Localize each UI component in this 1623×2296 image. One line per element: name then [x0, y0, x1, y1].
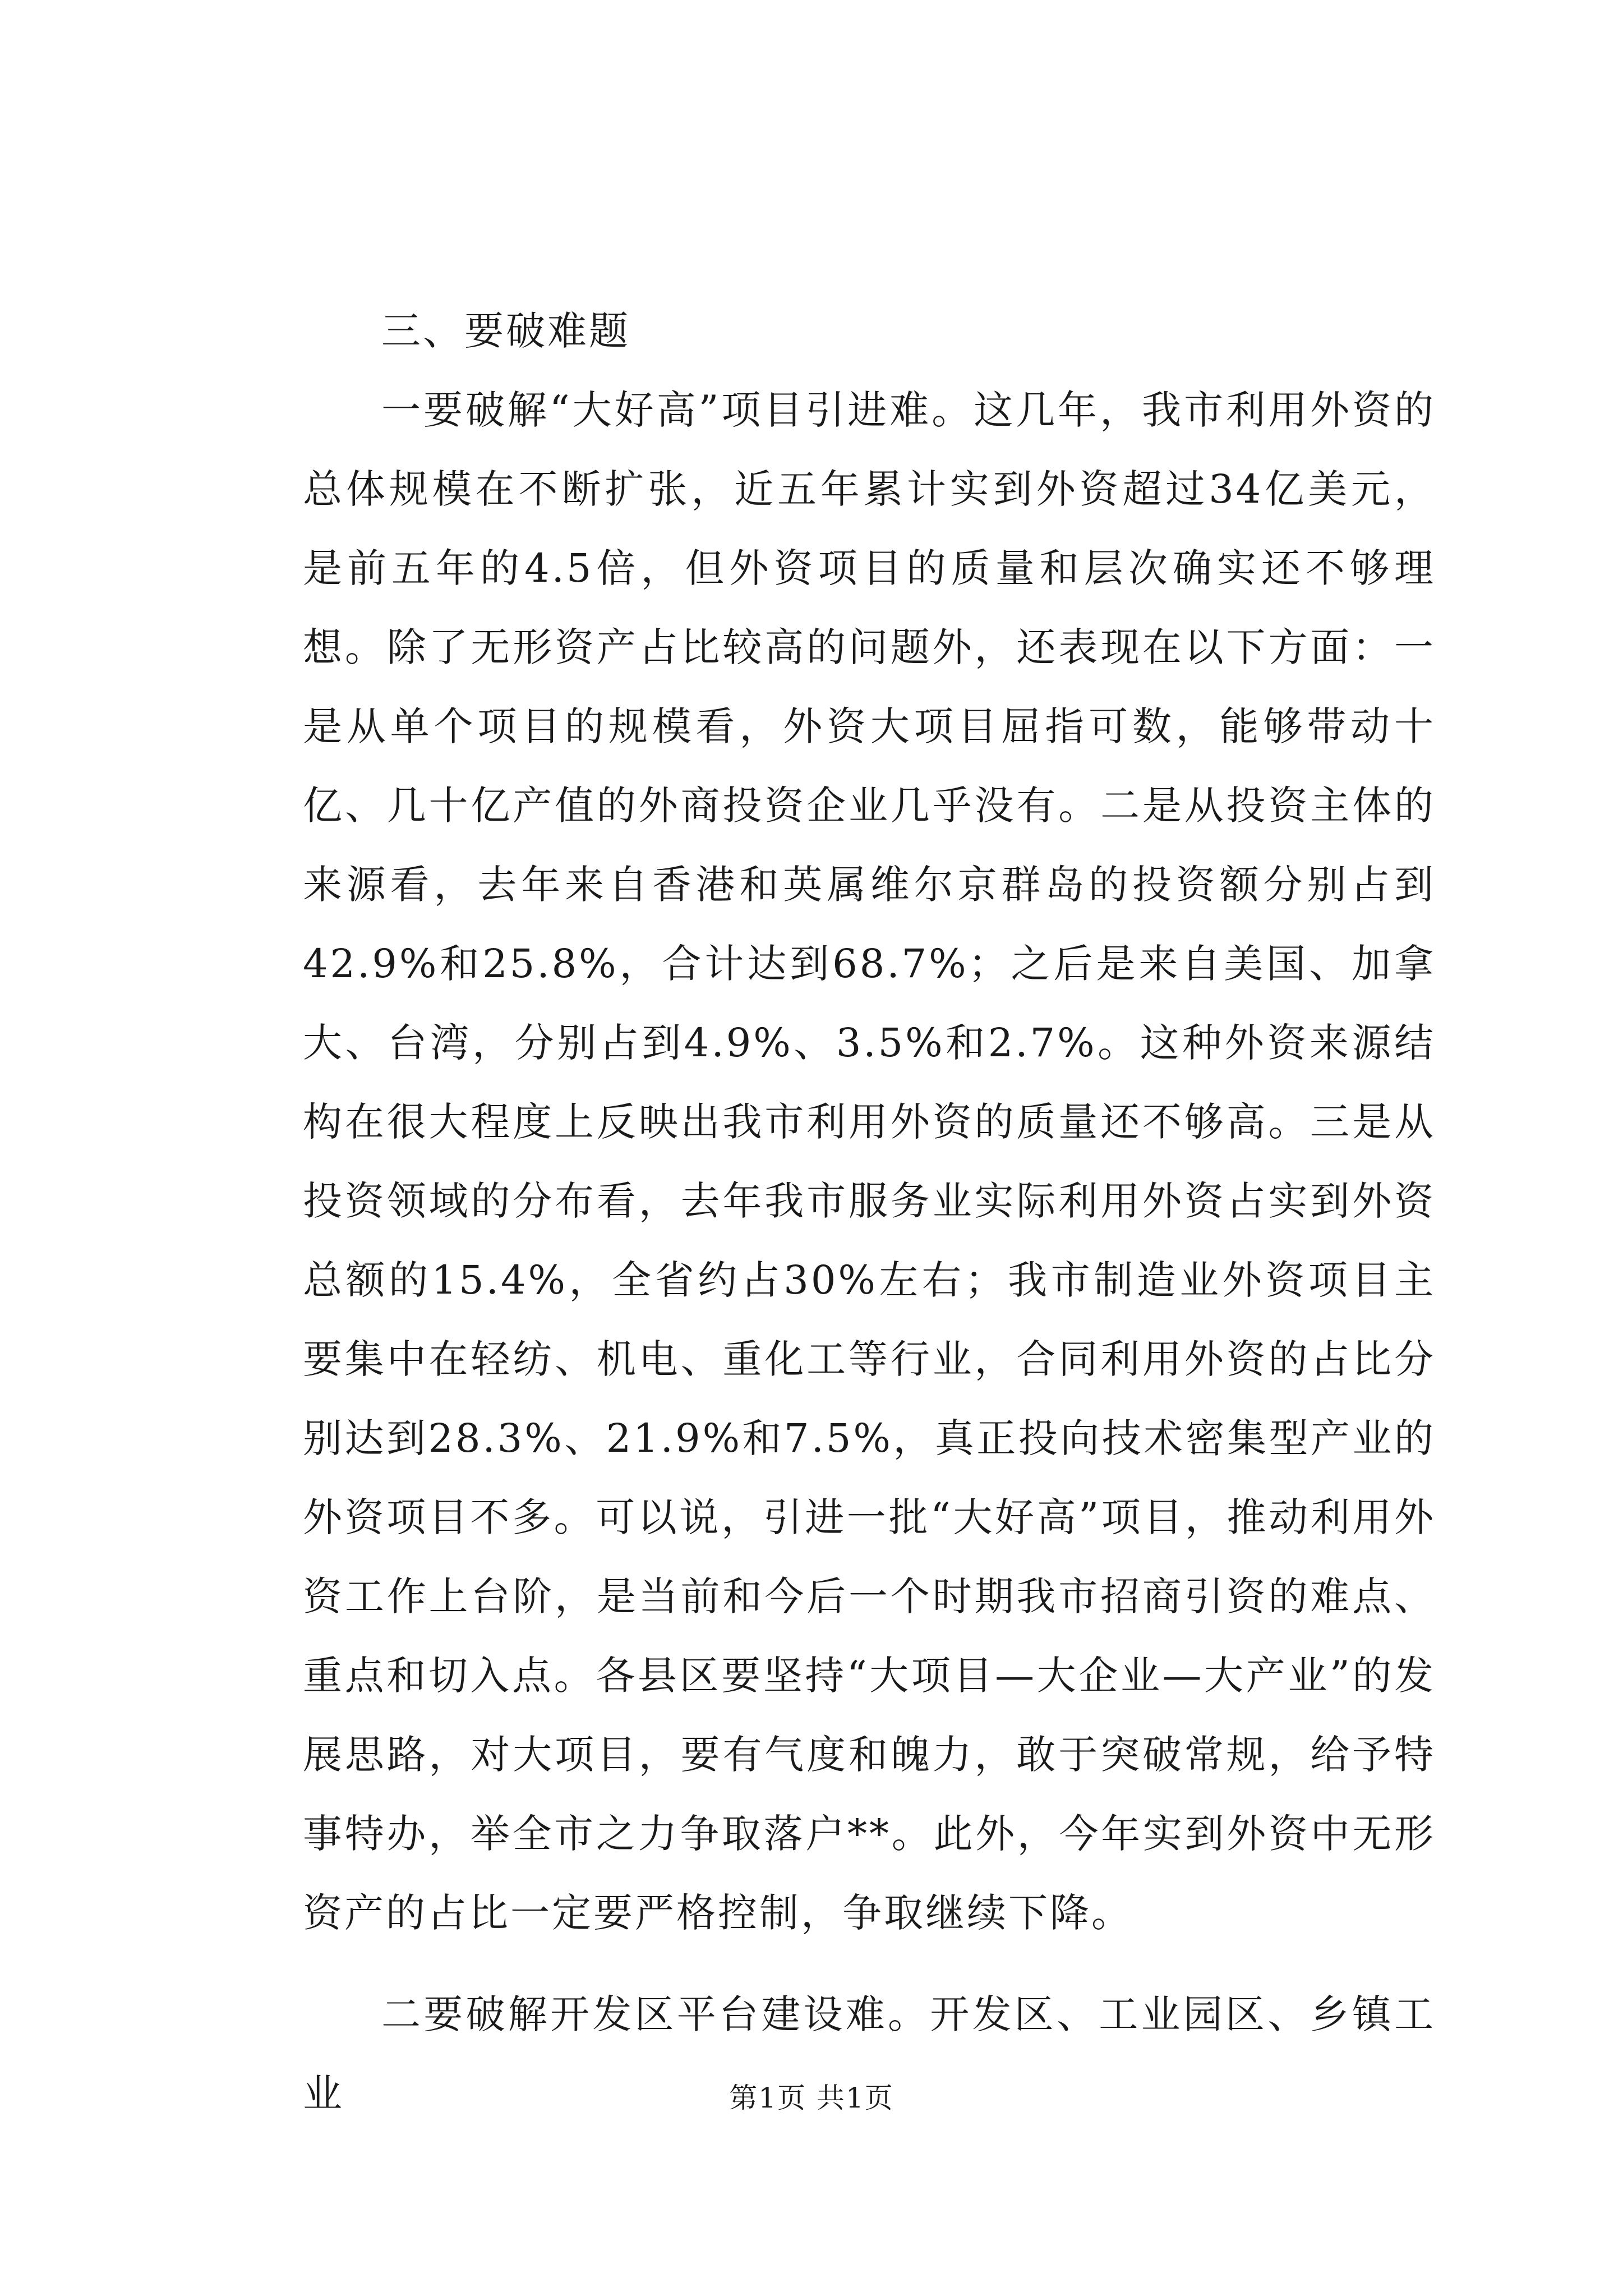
section-heading: 三、要破难题: [381, 308, 630, 354]
page-number-footer: 第1页 共1页: [729, 2082, 894, 2114]
paragraph-1: 一要破解“大好高”项目引进难。这几年，我市利用外资的总体规模在不断扩张，近五年累计实到外资超过34亿美元，是前五年的4.5倍，但外资项目的质量和层次确实还不够理想。除了无形资产占比较高的问题外，还表现在以下方面：一是从单个项目的规模看，外资大项目屈指可数，能够带动十亿、几十亿产值的外商投资企业几乎没有。二是从投资主体的来源看，去年来自香港和英属维尔京群岛的投资额分别占到42.9%和25.8%，合计达到68.7%；之后是来自美国、加拿大、台湾，分别占到4.9%、3.5%和2.7%。这种外资来源结构在很大程度上反映出我市利用外资的质量还不够高。三是从投资领域的分布看，去年我市服务业实际利用外资占实到外资总额的15.4%，全省约占30%左右；我市制造业外资项目主要集中在轻纺、机电、重化工等行业，合同利用外资的占比分别达到28.3%、21.9%和7.5%，真正投向技术密集型产业的外资项目不多。可以说，引进一批“大好高”项目，推动利用外资工作上台阶，是当前和今后一个时期我市招商引资的难点、重点和切入点。各县区要坚持“大项目—大企业—大产业”的发展思路，对大项目，要有气度和魄力，敢于突破常规，给予特事特办，举全市之力争取落户**。此外，今年实到外资中无形资产的占比一定要严格控制，争取继续下降。: [303, 387, 1436, 1936]
paragraph-2: 二要破解开发区平台建设难。开发区、工业园区、乡镇工业: [303, 1991, 1436, 2116]
document-body: [303, 292, 1436, 2133]
